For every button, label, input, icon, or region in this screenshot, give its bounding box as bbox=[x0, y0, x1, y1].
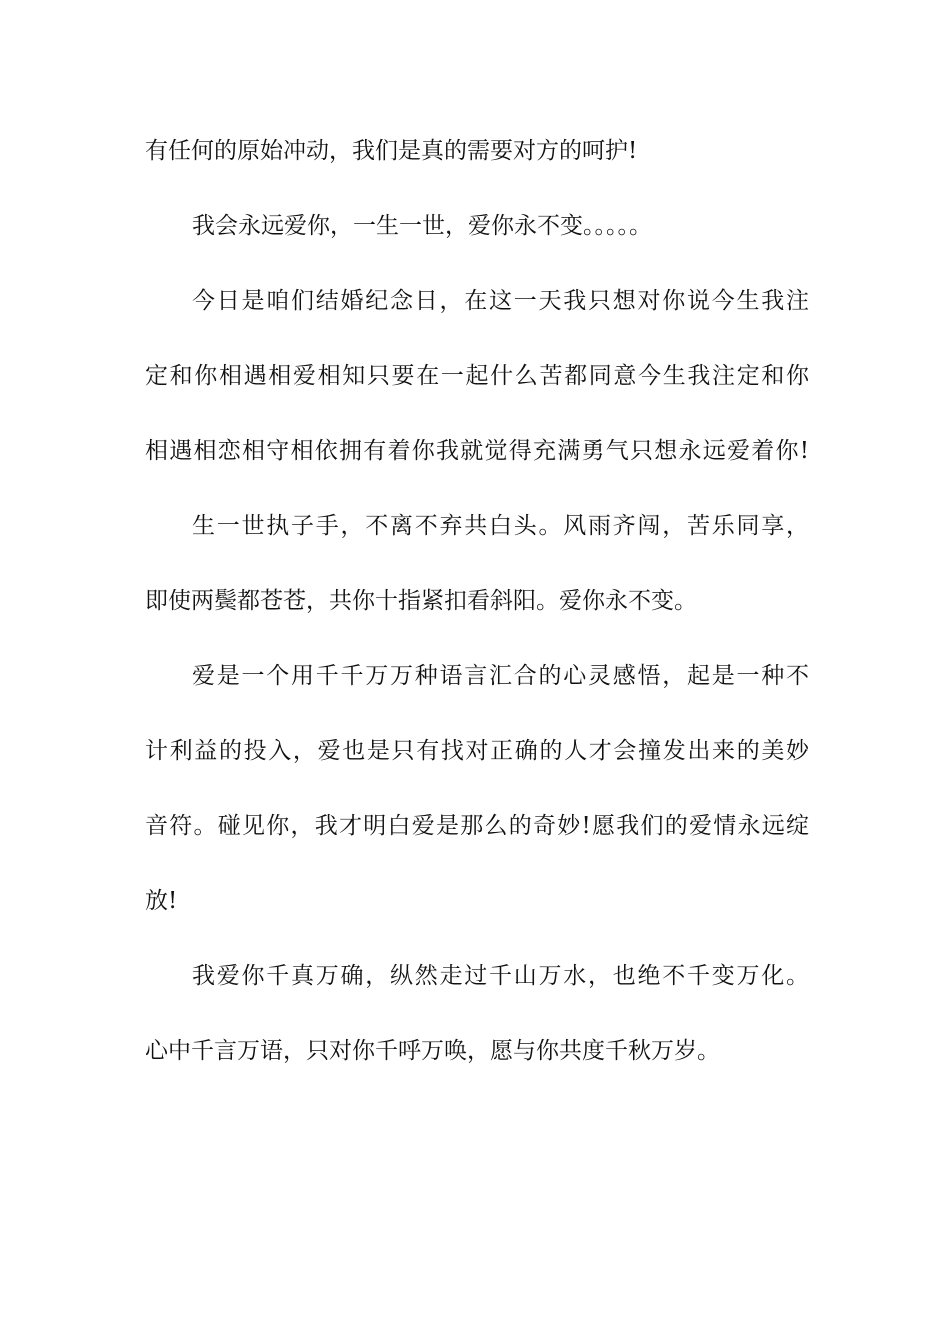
text-line: 相遇相恋相守相依拥有着你我就觉得充满勇气只想永远爱着你! bbox=[145, 438, 809, 464]
text-line: 我会永远爱你，一生一世，爱你永不变。。。。。 bbox=[192, 213, 652, 239]
text-line: 即使两鬓都苍苍，共你十指紧扣看斜阳。爱你永不变。 bbox=[145, 588, 697, 614]
text-line: 爱是一个用千千万万种语言汇合的心灵感悟，起是一种不 bbox=[192, 663, 809, 689]
text-line: 心中千言万语，只对你千呼万唤，愿与你共度千秋万岁。 bbox=[145, 1038, 720, 1064]
text-line: 音符。碰见你，我才明白爱是那么的奇妙!愿我们的爱情永远绽 bbox=[145, 813, 809, 839]
text-line: 定和你相遇相爱相知只要在一起什么苦都同意今生我注定和你 bbox=[145, 363, 809, 389]
text-line: 有任何的原始冲动，我们是真的需要对方的呵护! bbox=[145, 138, 638, 164]
text-line: 生一世执子手，不离不弃共白头。风雨齐闯，苦乐同享， bbox=[192, 513, 809, 539]
document-body bbox=[145, 126, 809, 1076]
text-line: 我爱你千真万确，纵然走过千山万水，也绝不千变万化。 bbox=[192, 963, 809, 989]
text-line: 放! bbox=[145, 888, 178, 914]
text-line: 今日是咱们结婚纪念日，在这一天我只想对你说今生我注 bbox=[192, 288, 809, 314]
text-line: 计利益的投入，爱也是只有找对正确的人才会撞发出来的美妙 bbox=[145, 738, 809, 764]
